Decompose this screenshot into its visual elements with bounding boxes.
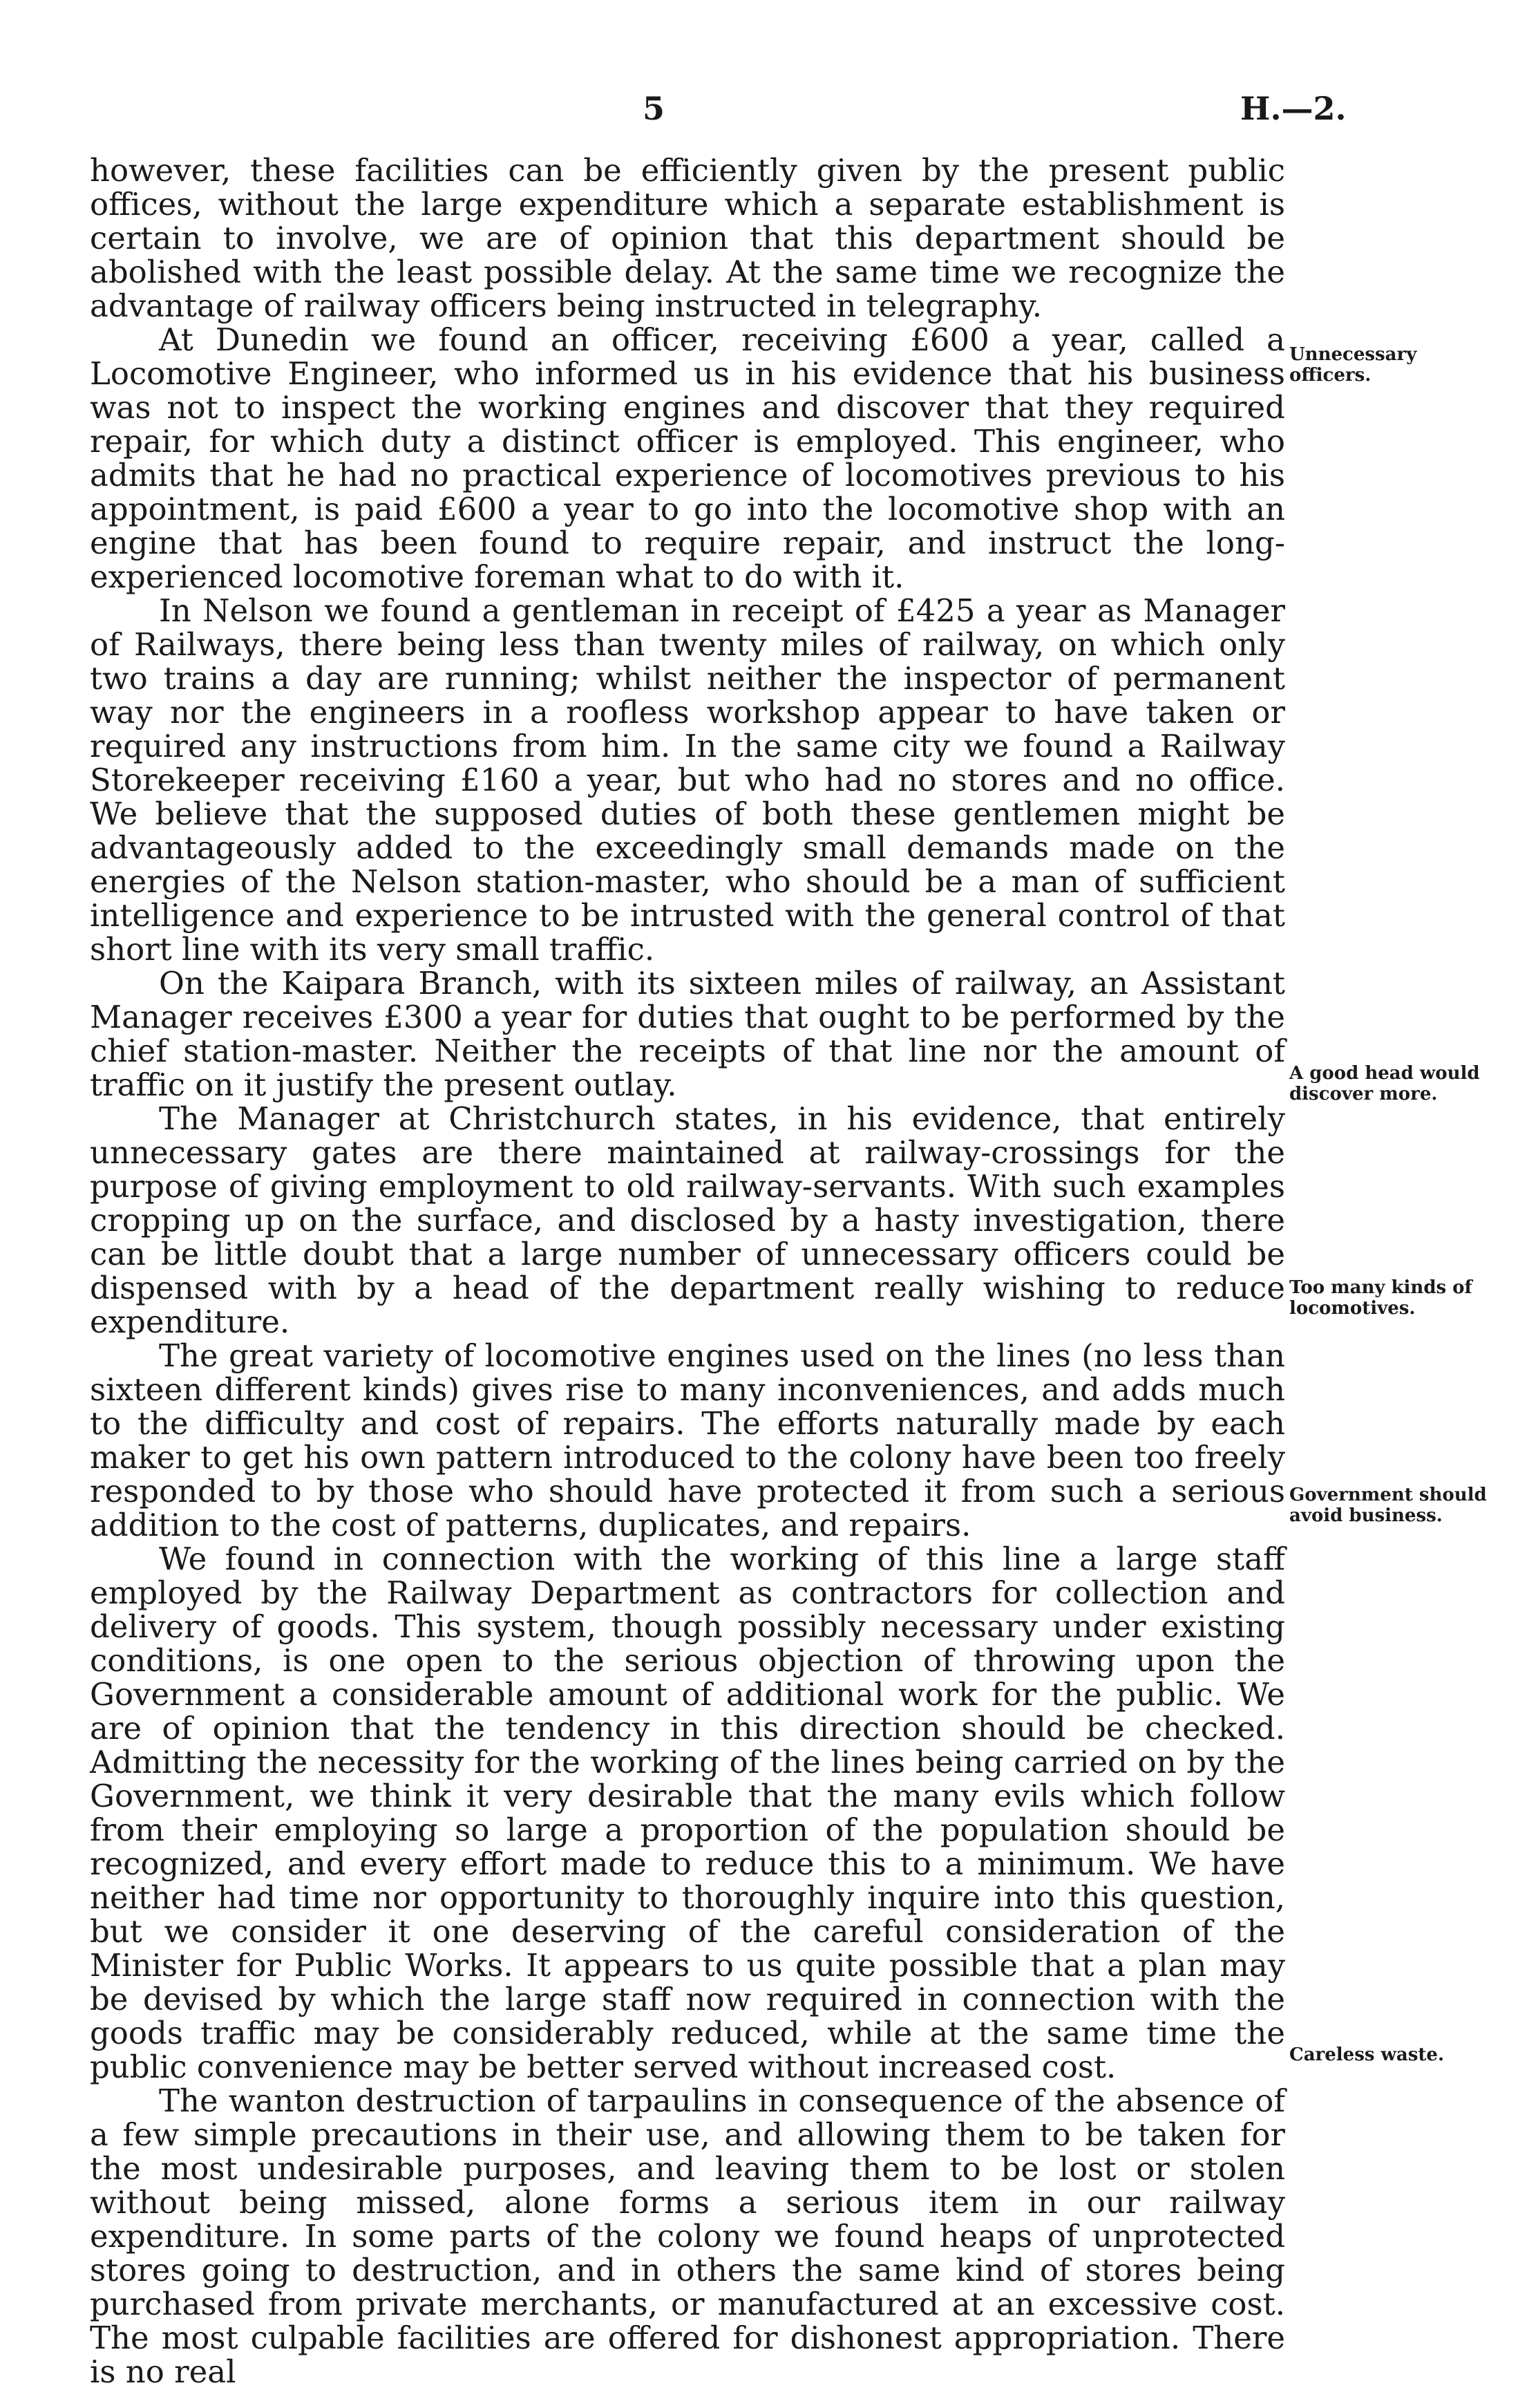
paragraph: The great variety of locomotive engines used on the lines (no less than sixteen different kinds) gives rise to many inconveniences, and adds much to the difficulty and cost of repairs. The efforts naturally made by each maker to get his own pattern introduced to the colony have been too freely responded to by those who should have protected it from such a serious addition to the cost of patterns, duplicates, and repairs.	[90, 1337, 1285, 1543]
paragraph: On the Kaipara Branch, with its sixteen miles of railway, an Assistant Manager receives £300 a year for duties that ought to be performed by the chief station-master. Neither the receipts of that line nor the amount of traffic on it justify the present outlay.	[90, 965, 1285, 1103]
paragraph: In Nelson we found a gentleman in receipt of £425 a year as Manager of Railways, there being less than twenty miles of railway, on which only two trains a day are running; whilst neither the inspector of permanent way nor the engineers in a roofless workshop appear to have taken or required any instructions from him. In the same city we found a Railway Storekeeper receiving £160 a year, but who had no stores and no office. We believe that the supposed duties of both these gentlemen might be advantageously added to the exceedingly small demands made on the energies of the Nelson station-master, who should be a man of sufficient intelligence and experience to be intrusted with the general control of that short line with its very small traffic.	[90, 592, 1285, 968]
margin-note: Government should avoid business.	[1289, 1485, 1487, 1526]
paragraph: We found in connection with the working of this line a large staff employed by the Railway Department as contractors for collection and delivery of goods. This system, though possibly necessary under existing conditions, is one open to the serious objection of throwing upon the Government a considerable amount of additional work for the public. We are of opinion that the tendency in this direction should be checked. Admitting the necessity for the working of the lines being carried on by the Government, we think it very desirable that the many evils which follow from their employing so large a proportion of the population should be recognized, and every effort made to reduce this to a minimum. We have neither had time nor opportunity to thoroughly inquire into this question, but we consider it one deserving of the careful consideration of the Minister for Public Works. It appears to us quite possible that a plan may be devised by which the large staff now required in connection with the goods traffic may be considerably reduced, while at the same time the public convenience may be better served without increased cost.	[90, 1541, 1285, 2085]
body-text	[90, 153, 1285, 2389]
document-reference: H.—2.	[1240, 90, 1347, 127]
paragraph: At Dunedin we found an officer, receiving £600 a year, called a Locomotive Engineer, who informed us in his evidence that his business was not to inspect the working engines and discover that they required repair, for which duty a distinct officer is employed. This engineer, who admits that he had no practical experience of locomotives previous to his appointment, is paid £600 a year to go into the locomotive shop with an engine that has been found to require repair, and instruct the long-experienced locomotive foreman what to do with it.	[90, 321, 1285, 595]
margin-note: A good head would discover more.	[1289, 1063, 1480, 1104]
page-number: 5	[643, 90, 665, 127]
paragraph: however, these facilities can be efficiently given by the present public offices, without the large expenditure which a separate establishment is certain to involve, we are of opinion that this department should be abolished with the least possible delay. At the same time we recognize the advantage of railway officers being instructed in telegraphy.	[90, 152, 1285, 324]
paragraph: The wanton destruction of tarpaulins in consequence of the absence of a few simple precautions in their use, and allowing them to be taken for the most undesirable purposes, and leaving them to be lost or stolen without being missed, alone forms a serious item in our railway expenditure. In some parts of the colony we found heaps of unprotected stores going to destruction, and in others the same kind of stores being purchased from private merchants, or manufactured at an excessive cost. The most culpable facilities are offered for dishonest appropriation. There is no real	[90, 2082, 1285, 2390]
paragraph: The Manager at Christchurch states, in his evidence, that entirely unnecessary gates are there maintained at railway-crossings for the purpose of giving employment to old railway-servants. With such examples cropping up on the surface, and disclosed by a hasty investigation, there can be little doubt that a large number of unnecessary officers could be dispensed with by a head of the department really wishing to reduce expenditure.	[90, 1100, 1285, 1340]
margin-note: Unnecessary officers.	[1289, 344, 1417, 386]
margin-note: Careless waste.	[1289, 2044, 1444, 2065]
margin-note: Too many kinds of locomotives.	[1289, 1277, 1472, 1319]
